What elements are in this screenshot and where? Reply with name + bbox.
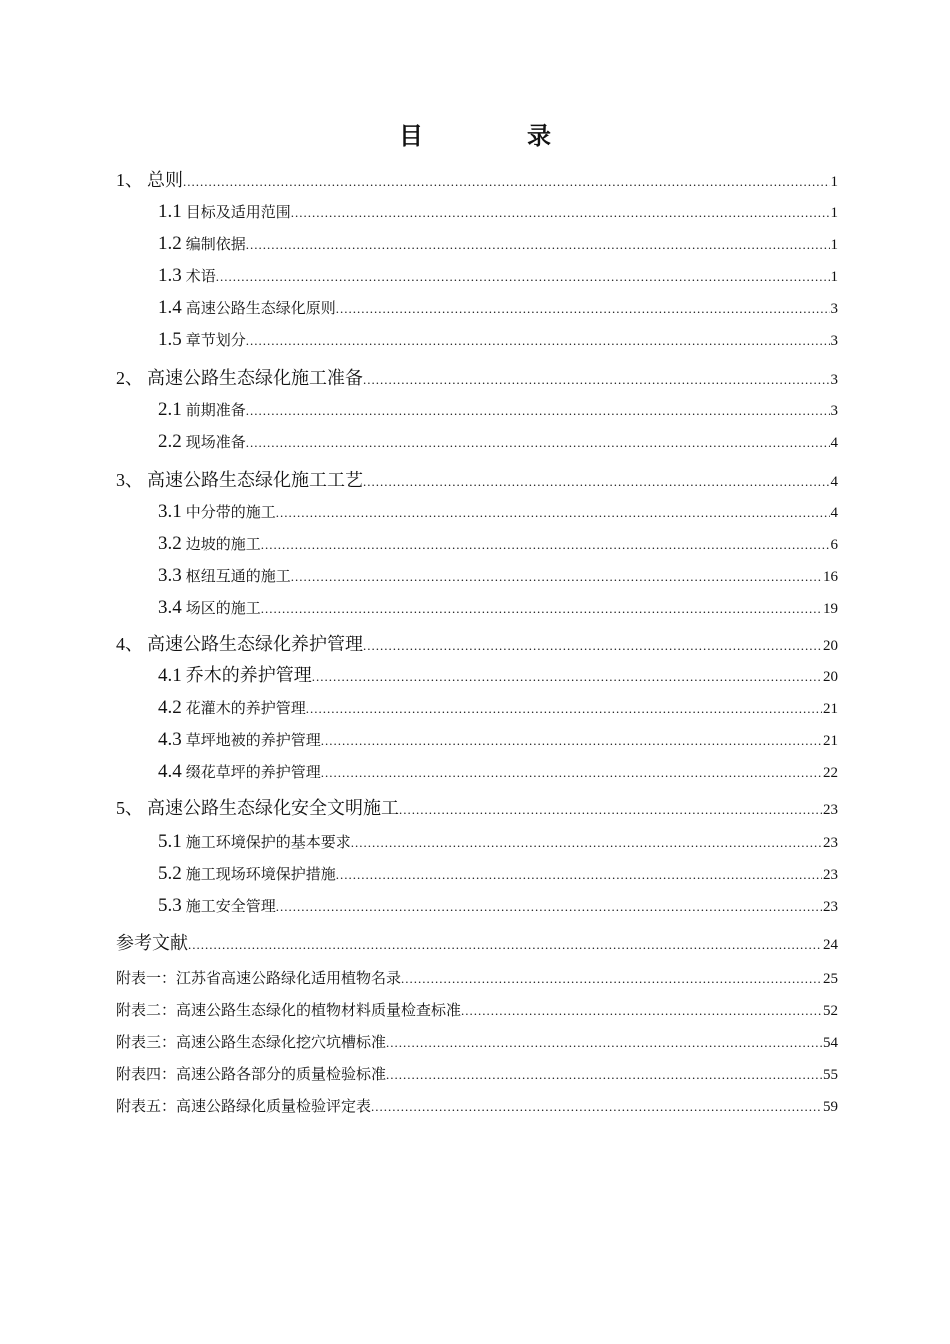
toc-entry-4[interactable] xyxy=(116,632,838,656)
dot-leader xyxy=(261,597,822,621)
toc-text: 章节划分 xyxy=(185,331,246,349)
dot-leader xyxy=(401,967,822,991)
dot-leader xyxy=(306,697,822,721)
toc-page: 1 xyxy=(830,205,838,221)
dot-leader xyxy=(188,933,822,957)
toc-entry-3[interactable] xyxy=(116,468,838,492)
toc-page: 6 xyxy=(830,537,838,553)
toc-number: 4.2 xyxy=(158,697,182,718)
toc-text: 草坪地被的养护管理 xyxy=(185,731,321,749)
toc-entry-3-3[interactable] xyxy=(158,564,838,588)
toc-entry-appendix-3[interactable] xyxy=(116,1030,838,1054)
toc-entry-3-2[interactable] xyxy=(158,532,838,556)
toc-number: 3、 xyxy=(116,470,143,490)
toc-text: 参考文献 xyxy=(116,933,188,954)
toc-page: 4 xyxy=(830,505,838,521)
toc-page: 20 xyxy=(823,638,838,654)
toc-text: 高速公路生态绿化施工工艺 xyxy=(147,470,363,491)
dot-leader xyxy=(363,470,830,494)
toc-entry-5-3[interactable] xyxy=(158,894,838,918)
toc-text: 缀花草坪的养护管理 xyxy=(185,763,321,781)
dot-leader xyxy=(461,999,822,1023)
toc-page: 25 xyxy=(823,971,838,987)
toc-number: 1、 xyxy=(116,170,143,190)
toc-text: 花灌木的养护管理 xyxy=(185,699,306,717)
toc-page: 3 xyxy=(830,301,838,317)
dot-leader xyxy=(399,798,822,822)
dot-leader xyxy=(246,233,830,257)
dot-leader xyxy=(386,1063,822,1087)
toc-page: 3 xyxy=(830,372,838,388)
toc-entry-1[interactable] xyxy=(116,168,838,192)
toc-page: 23 xyxy=(823,835,838,851)
toc-number: 4.3 xyxy=(158,729,182,750)
toc-text: 枢纽互通的施工 xyxy=(185,567,291,585)
toc-entry-1-5[interactable] xyxy=(158,328,838,352)
toc-text: 编制依据 xyxy=(185,235,246,253)
toc-entry-1-3[interactable] xyxy=(158,264,838,288)
dot-leader xyxy=(246,431,830,455)
toc-text: 施工环境保护的基本要求 xyxy=(185,833,351,851)
toc-page: 55 xyxy=(823,1067,838,1083)
toc-text: 前期准备 xyxy=(185,401,246,419)
toc-text: 场区的施工 xyxy=(185,599,261,617)
toc-entry-1-2[interactable] xyxy=(158,232,838,256)
toc-text: 总则 xyxy=(147,170,183,191)
toc-page: 20 xyxy=(823,669,838,685)
toc-number: 1.4 xyxy=(158,297,182,318)
dot-leader xyxy=(246,329,830,353)
toc-text: 附表四：高速公路各部分的质量检验标准 xyxy=(116,1065,387,1083)
dot-leader xyxy=(336,297,830,321)
toc-number: 2.1 xyxy=(158,399,182,420)
toc-page: 59 xyxy=(823,1099,838,1115)
toc-page: 21 xyxy=(823,701,838,717)
toc-number: 1.1 xyxy=(158,201,182,222)
toc-page: 23 xyxy=(823,802,838,818)
toc-entry-2[interactable] xyxy=(116,366,838,390)
toc-entry-appendix-1[interactable] xyxy=(116,966,838,990)
dot-leader xyxy=(261,533,830,557)
dot-leader xyxy=(276,501,830,525)
page-title: 目 录 xyxy=(399,121,591,150)
toc-number: 4.1 xyxy=(158,665,182,686)
toc-text: 乔木的养护管理 xyxy=(185,665,312,686)
toc-entry-1-4[interactable] xyxy=(158,296,838,320)
dot-leader xyxy=(321,761,822,785)
toc-entry-3-1[interactable] xyxy=(158,500,838,524)
toc-entry-5-1[interactable] xyxy=(158,830,838,854)
dot-leader xyxy=(351,831,822,855)
toc-entry-5[interactable] xyxy=(116,796,838,820)
toc-text: 附表五：高速公路绿化质量检验评定表 xyxy=(116,1097,372,1115)
toc-text: 边坡的施工 xyxy=(185,535,261,553)
dot-leader xyxy=(321,729,822,753)
toc-entry-appendix-2[interactable] xyxy=(116,998,838,1022)
toc-number: 5.2 xyxy=(158,863,182,884)
toc-page: 23 xyxy=(823,867,838,883)
dot-leader xyxy=(183,170,830,194)
toc-number: 2、 xyxy=(116,368,143,388)
dot-leader xyxy=(291,201,830,225)
toc-entry-appendix-4[interactable] xyxy=(116,1062,838,1086)
toc-entry-5-2[interactable] xyxy=(158,862,838,886)
toc-page: 54 xyxy=(823,1035,838,1051)
toc-text: 施工安全管理 xyxy=(185,897,276,915)
toc-text: 现场准备 xyxy=(185,433,246,451)
toc-text: 附表三：高速公路生态绿化挖穴坑槽标准 xyxy=(116,1033,387,1051)
toc-page: 16 xyxy=(823,569,838,585)
toc-number: 1.3 xyxy=(158,265,182,286)
toc-page: 19 xyxy=(823,601,838,617)
toc-number: 3.3 xyxy=(158,565,182,586)
toc-page: 23 xyxy=(823,899,838,915)
toc-text: 高速公路生态绿化施工准备 xyxy=(147,368,363,389)
dot-leader xyxy=(291,565,822,589)
toc-page: 24 xyxy=(823,937,838,953)
toc-number: 2.2 xyxy=(158,431,182,452)
toc-entry-2-1[interactable] xyxy=(158,398,838,422)
dot-leader xyxy=(216,265,830,289)
dot-leader xyxy=(276,895,822,919)
toc-text: 术语 xyxy=(185,267,216,285)
toc-entry-appendix-5[interactable] xyxy=(116,1094,838,1118)
toc-entry-1-1[interactable] xyxy=(158,200,838,224)
dot-leader xyxy=(312,665,822,689)
toc-entry-references[interactable] xyxy=(116,932,838,956)
toc-number: 1.5 xyxy=(158,329,182,350)
toc-entry-3-4[interactable] xyxy=(158,596,838,620)
toc-text: 附表二：高速公路生态绿化的植物材料质量检查标准 xyxy=(116,1001,462,1019)
toc-entry-4-4[interactable] xyxy=(158,760,838,784)
toc-number: 4.4 xyxy=(158,761,182,782)
toc-text: 中分带的施工 xyxy=(185,503,276,521)
toc-number: 5、 xyxy=(116,798,143,818)
toc-page: 3 xyxy=(830,333,838,349)
toc-text: 目标及适用范围 xyxy=(185,203,291,221)
toc-page: 1 xyxy=(830,237,838,253)
toc-number: 4、 xyxy=(116,634,143,654)
toc-number: 3.2 xyxy=(158,533,182,554)
dot-leader xyxy=(336,863,822,887)
toc-number: 3.1 xyxy=(158,501,182,522)
toc-entry-4-3[interactable] xyxy=(158,728,838,752)
toc-number: 3.4 xyxy=(158,597,182,618)
dot-leader xyxy=(371,1095,822,1119)
toc-page: 1 xyxy=(830,174,838,190)
toc-page: 4 xyxy=(830,435,838,451)
toc-entry-4-2[interactable] xyxy=(158,696,838,720)
toc-page: 52 xyxy=(823,1003,838,1019)
toc-number: 1.2 xyxy=(158,233,182,254)
toc-text: 附表一：江苏省高速公路绿化适用植物名录 xyxy=(116,969,402,987)
toc-page: 22 xyxy=(823,765,838,781)
toc-entry-2-2[interactable] xyxy=(158,430,838,454)
toc-page: 4 xyxy=(830,474,838,490)
toc-entry-4-1[interactable] xyxy=(158,664,838,688)
toc-page: 1 xyxy=(830,269,838,285)
toc-number: 5.1 xyxy=(158,831,182,852)
dot-leader xyxy=(386,1031,822,1055)
dot-leader xyxy=(363,634,822,658)
dot-leader xyxy=(246,399,830,423)
toc-text: 高速公路生态绿化养护管理 xyxy=(147,634,363,655)
toc-text: 施工现场环境保护措施 xyxy=(185,865,336,883)
toc-text: 高速公路生态绿化安全文明施工 xyxy=(147,798,399,819)
toc-page: 3 xyxy=(830,403,838,419)
dot-leader xyxy=(363,368,830,392)
toc-page: 21 xyxy=(823,733,838,749)
toc-text: 高速公路生态绿化原则 xyxy=(185,299,336,317)
toc-number: 5.3 xyxy=(158,895,182,916)
